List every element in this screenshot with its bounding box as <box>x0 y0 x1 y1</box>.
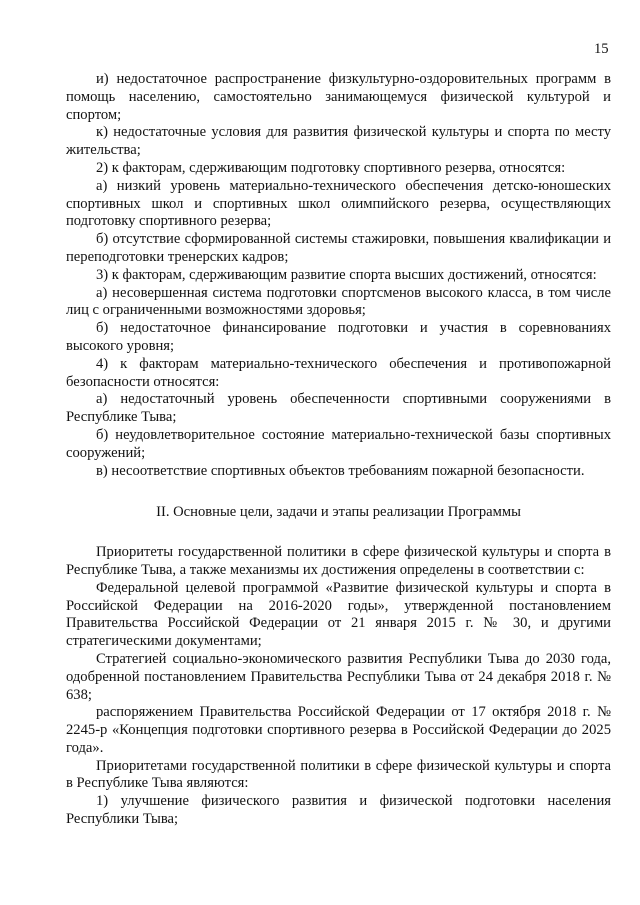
paragraph: Приоритеты государственной политики в сфере физической культуры и спорта в Республике Тыва, а также механизмы их достижения определены в соответствии с: <box>66 544 611 578</box>
paragraph: распоряжением Правительства Российской Федерации от 17 октября 2018 г. № 2245-р «Концепция подготовки спортивного резерва в Российской Федерации до 2025 года». <box>66 704 611 756</box>
paragraph: 4) к факторам материально-технического обеспечения и противопожарной безопасности относятся: <box>66 355 611 390</box>
factors-list <box>66 71 611 480</box>
paragraph: б) неудовлетворительное состояние материально-технической базы спортивных сооружений; <box>66 426 611 461</box>
paragraph: б) недостаточное финансирование подготовки и участия в соревнованиях высокого уровня; <box>66 320 611 354</box>
document-body <box>66 71 611 829</box>
paragraph: б) отсутствие сформированной системы стажировки, повышения квалификации и переподготовки тренерских кадров; <box>66 231 611 265</box>
paragraph: в) несоответствие спортивных объектов требованиям пожарной безопасности. <box>96 462 585 479</box>
paragraph: Федеральной целевой программой «Развитие физической культуры и спорта в Российской Федерации на 2016-2020 годы», утвержденной постановлением Правительства Российской Федерации от 21 января 2015 г. № 30, и другими стратегическими документами; <box>66 579 611 650</box>
section-heading: II. Основные цели, задачи и этапы реализации Программы <box>156 504 521 521</box>
paragraph: 1) улучшение физического развития и физической подготовки населения Республики Тыва; <box>66 793 611 828</box>
paragraph: 3) к факторам, сдерживающим развитие спорта высших достижений, относятся: <box>96 266 597 283</box>
paragraph: Стратегией социально-экономического развития Республики Тыва до 2030 года, одобренной постановлением Правительства Республики Тыва от 24 декабря 2018 г. № 638; <box>66 650 611 703</box>
paragraph: а) недостаточный уровень обеспеченности спортивными сооружениями в Республике Тыва; <box>66 391 611 426</box>
paragraph: 2) к факторам, сдерживающим подготовку спортивного резерва, относятся: <box>96 159 566 176</box>
page-number: 15 <box>594 41 609 57</box>
paragraph: а) низкий уровень материально-технического обеспечения детско-юношеских спортивных школ и спортивных школ олимпийского резерва, осуществляющих подготовку спортивного резерва; <box>66 177 611 230</box>
paragraph: к) недостаточные условия для развития физической культуры и спорта по месту жительства; <box>66 124 611 159</box>
priorities-section <box>66 544 611 829</box>
paragraph: а) несовершенная система подготовки спортсменов высокого класса, в том числе лиц с ограниченными возможностями здоровья; <box>66 284 611 319</box>
paragraph: и) недостаточное распространение физкультурно-оздоровительных программ в помощь населению, самостоятельно занимающемуся физической культурой и спортом; <box>66 71 611 123</box>
paragraph: Приоритетами государственной политики в сфере физической культуры и спорта в Республике Тыва являются: <box>66 757 611 792</box>
